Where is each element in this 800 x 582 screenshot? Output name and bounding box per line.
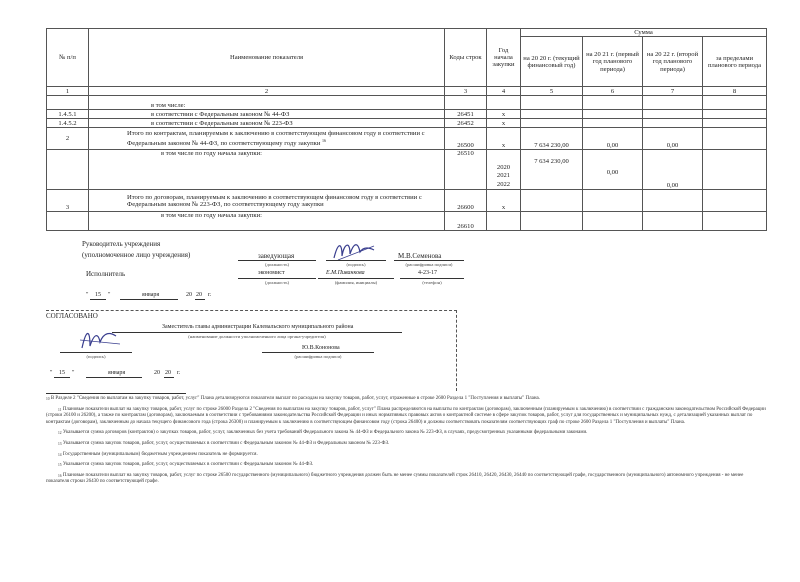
row-value: 0,00 xyxy=(643,150,703,190)
row-value xyxy=(703,110,767,119)
date-suffix: г. xyxy=(208,292,212,298)
row-value xyxy=(583,190,643,212)
table-row xyxy=(47,128,767,150)
footnote-text: В Разделе 2 "Сведения по выплатам на закупку товаров, работ, услуг" Плана детализируются показатели выплат по расходам на закупку товаров, работ, услуг, отраженные в строке 2600 Раздела 1 "Поступления и выплаты" Плана. xyxy=(50,396,540,401)
date-year-prefix: 20 xyxy=(154,370,160,376)
colnum: 7 xyxy=(643,87,703,96)
date-day: 15 xyxy=(95,292,101,298)
date-day: 15 xyxy=(59,370,65,376)
date-quote-open: " xyxy=(50,370,53,376)
row-value: 0,00 xyxy=(583,128,643,150)
row-value xyxy=(703,96,767,110)
row-value xyxy=(643,212,703,231)
row-value: 0,00 xyxy=(643,128,703,150)
row-code: 26452 xyxy=(445,119,487,128)
row-value xyxy=(643,119,703,128)
column-numbers-row xyxy=(47,87,767,96)
row-name: Итого по договорам, планируемым к заключению в соответствующем финансовом году в соответствии с Федеральным законом № 223-ФЗ, по соответствующему году закупки xyxy=(89,190,445,212)
header-beyond-plan: за пределами планового периода xyxy=(703,37,767,87)
row-year xyxy=(487,96,521,110)
row-value xyxy=(583,110,643,119)
row-name: в том числе по году начала закупки: xyxy=(89,150,445,190)
footnote xyxy=(46,441,766,448)
row-name: в том числе: xyxy=(89,96,445,110)
row-value xyxy=(703,119,767,128)
caption: (фамилия, инициалы) xyxy=(334,280,378,285)
header-current-year: на 20 20 г. (текущий финансовый год) xyxy=(521,37,583,87)
head-label: Руководитель учреждения xyxy=(82,240,161,248)
row-value: 0,00 xyxy=(583,150,643,190)
header-codes: Коды строк xyxy=(445,29,487,87)
header-plan-year-1: на 20 21 г. (первый год планового периода) xyxy=(583,37,643,87)
colnum: 1 xyxy=(47,87,89,96)
head-position: заведующая xyxy=(258,252,295,260)
footnote-number: 14 xyxy=(58,452,62,457)
row-value xyxy=(703,128,767,150)
footnote xyxy=(46,452,766,459)
row-code: 26600 xyxy=(445,190,487,212)
caption: (телефон) xyxy=(422,280,442,285)
row-value: 7 634 230,00 xyxy=(521,128,583,150)
executor-name: Е.М.Пиванкова xyxy=(326,270,365,276)
row-num: 2 xyxy=(47,128,89,150)
row-year: x xyxy=(487,190,521,212)
footnote-number: 10 xyxy=(46,397,50,401)
footnote xyxy=(46,407,766,427)
footnotes xyxy=(46,396,766,490)
table-row xyxy=(47,212,767,231)
table-row xyxy=(47,119,767,128)
footnote-text: Указывается сумма закупок товаров, работ, услуг, осуществляемых в соответствии с Федеральным законом № 44-ФЗ и Федеральным законом № 223-ФЗ. xyxy=(62,440,390,446)
table-row xyxy=(47,110,767,119)
row-year: x xyxy=(487,110,521,119)
date-quote-close: " xyxy=(108,292,111,298)
row-code: 26510 xyxy=(445,150,487,190)
row-value xyxy=(521,212,583,231)
agreed-title: СОГЛАСОВАНО xyxy=(46,312,98,320)
date-year: 20 xyxy=(165,370,171,376)
footnote-number: 16 xyxy=(58,473,62,478)
footnote-number: 13 xyxy=(58,441,62,446)
row-year: x xyxy=(487,119,521,128)
row-code: 26451 xyxy=(445,110,487,119)
colnum: 3 xyxy=(445,87,487,96)
executor-phone: 4-23-17 xyxy=(418,270,437,276)
footnote xyxy=(46,462,766,469)
row-code: 26500 xyxy=(445,128,487,150)
caption: (расшифровка подписи) xyxy=(405,262,453,267)
date-year: 20 xyxy=(196,292,202,298)
caption: (подпись) xyxy=(86,354,106,359)
row-num: 1.4.5.2 xyxy=(47,119,89,128)
row-value xyxy=(643,96,703,110)
caption: (должность) xyxy=(264,262,290,267)
row-value xyxy=(521,110,583,119)
date-quote-open: " xyxy=(86,292,89,298)
executor-position: экономист xyxy=(258,270,285,276)
agreed-official: Заместитель главы администрации Калевальского муниципального района xyxy=(162,324,354,330)
row-value xyxy=(703,150,767,190)
row-num xyxy=(47,96,89,110)
purchase-payments-table xyxy=(46,28,767,231)
footnote xyxy=(46,430,766,437)
agreed-signature xyxy=(76,326,124,352)
row-value xyxy=(583,212,643,231)
row-name: в том числе по году начала закупки: xyxy=(89,212,445,231)
footnote-number: 12 xyxy=(58,431,62,436)
caption: (расшифровка подписи) xyxy=(294,354,342,359)
header-year-start: Год начала закупки xyxy=(487,29,521,87)
date-month: января xyxy=(108,370,126,376)
head-label-sub: (уполномоченное лицо учреждения) xyxy=(82,251,191,259)
row-num xyxy=(47,212,89,231)
footnote-text: Плановые показатели выплат на закупку товаров, работ, услуг по строке 26500 государственного (муниципального) бюджетного учреждения должен быть не менее суммы показателей строк 26410, 26420, 26430, 26440 по соответствующей графе, государственного (муниципального) автономного учреждения - не менее показателя строки 26430 по соответствующей графе. xyxy=(46,472,744,485)
colnum: 4 xyxy=(487,87,521,96)
date-suffix: г. xyxy=(177,370,181,376)
colnum: 8 xyxy=(703,87,767,96)
colnum: 2 xyxy=(89,87,445,96)
row-value xyxy=(521,119,583,128)
table-row xyxy=(47,96,767,110)
colnum: 5 xyxy=(521,87,583,96)
row-value: 7 634 230,00 xyxy=(521,150,583,190)
row-value xyxy=(583,96,643,110)
table-row xyxy=(47,190,767,212)
footnote-text: Указывается сумма договоров (контрактов) о закупках товаров, работ, услуг, заключенных без учета требований Федерального закона № 44-ФЗ и Федерального закона № 223-ФЗ, в случаях, предусмотренных указанными федеральными законами. xyxy=(62,430,588,436)
row-num: 3 xyxy=(47,190,89,212)
date-month: января xyxy=(142,292,160,298)
row-value xyxy=(583,119,643,128)
table-row xyxy=(47,150,767,190)
row-name xyxy=(89,128,445,150)
date-quote-close: " xyxy=(72,370,75,376)
row-value xyxy=(703,190,767,212)
footnote-number: 11 xyxy=(58,407,62,412)
caption: (подпись) xyxy=(346,262,366,267)
footnote xyxy=(46,473,766,486)
caption: (должность) xyxy=(264,280,290,285)
footnote-ref: 16 xyxy=(322,138,327,144)
footnote-text: Указывается сумма закупок товаров, работ, услуг, осуществляемых в соответствии с Федеральным законом № 44-ФЗ. xyxy=(62,462,314,468)
header-name: Наименование показателя xyxy=(89,29,445,87)
row-code: 26610 xyxy=(445,212,487,231)
row-code xyxy=(445,96,487,110)
header-sum: Сумма xyxy=(521,29,767,37)
header-plan-year-2: на 20 22 г. (второй год планового периода) xyxy=(643,37,703,87)
footnote-text: Государственным (муниципальным) бюджетным учреждением показатель не формируется. xyxy=(62,451,258,457)
caption: (наименование должности уполномоченного лица органа-учредителя) xyxy=(188,334,326,339)
row-name: в соответствии с Федеральным законом № 44-ФЗ xyxy=(89,110,445,119)
row-value xyxy=(703,212,767,231)
row-name: в соответствии с Федеральным законом № 223-ФЗ xyxy=(89,119,445,128)
head-name: М.В.Семенова xyxy=(398,252,442,260)
footnote-number: 15 xyxy=(58,463,62,468)
header-num: № п/п xyxy=(47,29,89,87)
row-value xyxy=(521,190,583,212)
footnote-text: Плановые показатели выплат на закупку товаров, работ, услуг по строке 26000 Раздела 2 "Сведения по выплатам на закупку товаров, работ, услуг" Плана распределяются на выплаты по контрактам (договорам), заключенным (планируемым к заключению) в соответствии с гражданским законодательством Российской Федерации (строки 26100 и 26200), а также по контрактам (договорам), заключаемым в соответствии с требованиями законодательства Российской Федерации и иных нормативных правовых актов о контрактной системе в сфере закупок товаров, работ, услуг для государственных и муниципальных нужд, с детализацией указанных выплат по контрактам (договорам), заключенным до начала текущего финансового года (строка 26300) и планируемым к заключению в соответствующем финансовом году (строка 26400) и должны соответствовать показателям соответствующих граф по строке 2600 Раздела 1 "Поступления и выплаты" Плана. xyxy=(46,406,766,425)
row-value xyxy=(643,190,703,212)
footnote xyxy=(46,396,766,403)
row-year: 2020 2021 2022 xyxy=(487,150,521,190)
row-num xyxy=(47,150,89,190)
date-year-prefix: 20 xyxy=(186,292,192,298)
row-name-text: Итого по контрактам, планируемым к заключению в соответствующем финансовом году в соответствии с Федеральным законом № 44-ФЗ, по соответствующему году закупки xyxy=(127,129,425,148)
row-value xyxy=(521,96,583,110)
executor-label: Исполнитель xyxy=(86,270,126,278)
row-year xyxy=(487,212,521,231)
row-num: 1.4.5.1 xyxy=(47,110,89,119)
colnum: 6 xyxy=(583,87,643,96)
agreed-name: Ю.В.Кононова xyxy=(302,345,340,351)
row-value xyxy=(643,110,703,119)
row-year: x xyxy=(487,128,521,150)
